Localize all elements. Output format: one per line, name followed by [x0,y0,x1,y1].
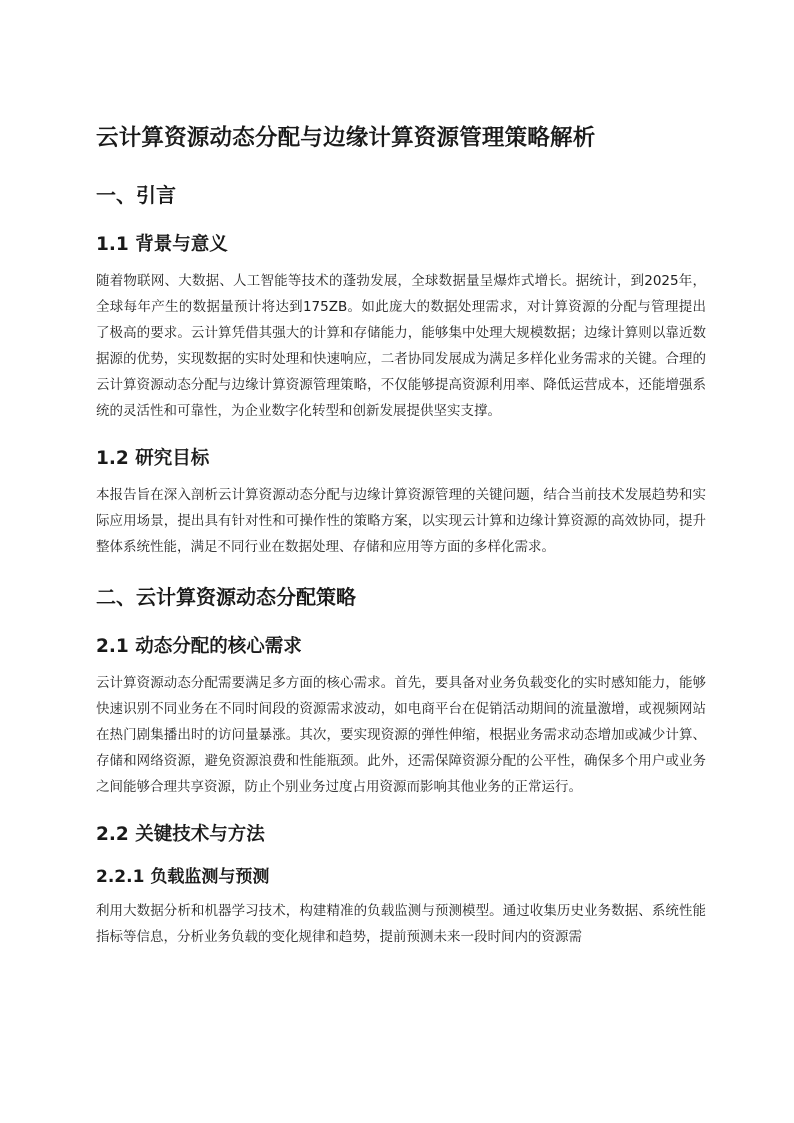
section-1-2-heading: 1.2 研究目标 [96,448,210,469]
section-2-1-paragraph: 云计算资源动态分配需要满足多方面的核心需求。首先，要具备对业务负载变化的实时感知能力，能够快速识别不同业务在不同时间段的资源需求波动，如电商平台在促销活动期间的流量激增，或视频网站在热门剧集播出时的访问量暴涨。其次，要实现资源的弹性伸缩，根据业务需求动态增加或减少计算、存储和网络资源，避免资源浪费和性能瓶颈。此外，还需保障资源分配的公平性，确保多个用户或业务之间能够合理共享资源，防止个别业务过度占用资源而影响其他业务的正常运行。 [96,675,706,795]
section-2-2-1-paragraph: 利用大数据分析和机器学习技术，构建精准的负载监测与预测模型。通过收集历史业务数据、系统性能指标等信息，分析业务负载的变化规律和趋势，提前预测未来一段时间内的资源需 [96,903,706,945]
section-2-heading: 二、云计算资源动态分配策略 [96,585,356,609]
section-2-2-1-heading: 2.2.1 负载监测与预测 [96,867,270,887]
section-1-heading: 一、引言 [96,183,176,207]
document-title: 云计算资源动态分配与边缘计算资源管理策略解析 [96,125,596,151]
document-page [96,118,706,970]
section-1-2-paragraph: 本报告旨在深入剖析云计算资源动态分配与边缘计算资源管理的关键问题，结合当前技术发展趋势和实际应用场景，提出具有针对性和可操作性的策略方案，以实现云计算和边缘计算资源的高效协同，提升整体系统性能，满足不同行业在数据处理、存储和应用等方面的多样化需求。 [96,487,706,555]
section-2-1-heading: 2.1 动态分配的核心需求 [96,636,302,657]
section-1-1-paragraph: 随着物联网、大数据、人工智能等技术的蓬勃发展，全球数据量呈爆炸式增长。据统计，到2025年，全球每年产生的数据量预计将达到175ZB。如此庞大的数据处理需求，对计算资源的分配与管理提出了极高的要求。云计算凭借其强大的计算和存储能力，能够集中处理大规模数据；边缘计算则以靠近数据源的优势，实现数据的实时处理和快速响应，二者协同发展成为满足多样化业务需求的关键。合理的云计算资源动态分配与边缘计算资源管理策略，不仅能够提高资源利用率、降低运营成本，还能增强系统的灵活性和可靠性，为企业数字化转型和创新发展提供坚实支撑。 [96,273,706,419]
section-2-2-heading: 2.2 关键技术与方法 [96,824,265,845]
section-1-1-heading: 1.1 背景与意义 [96,234,228,255]
